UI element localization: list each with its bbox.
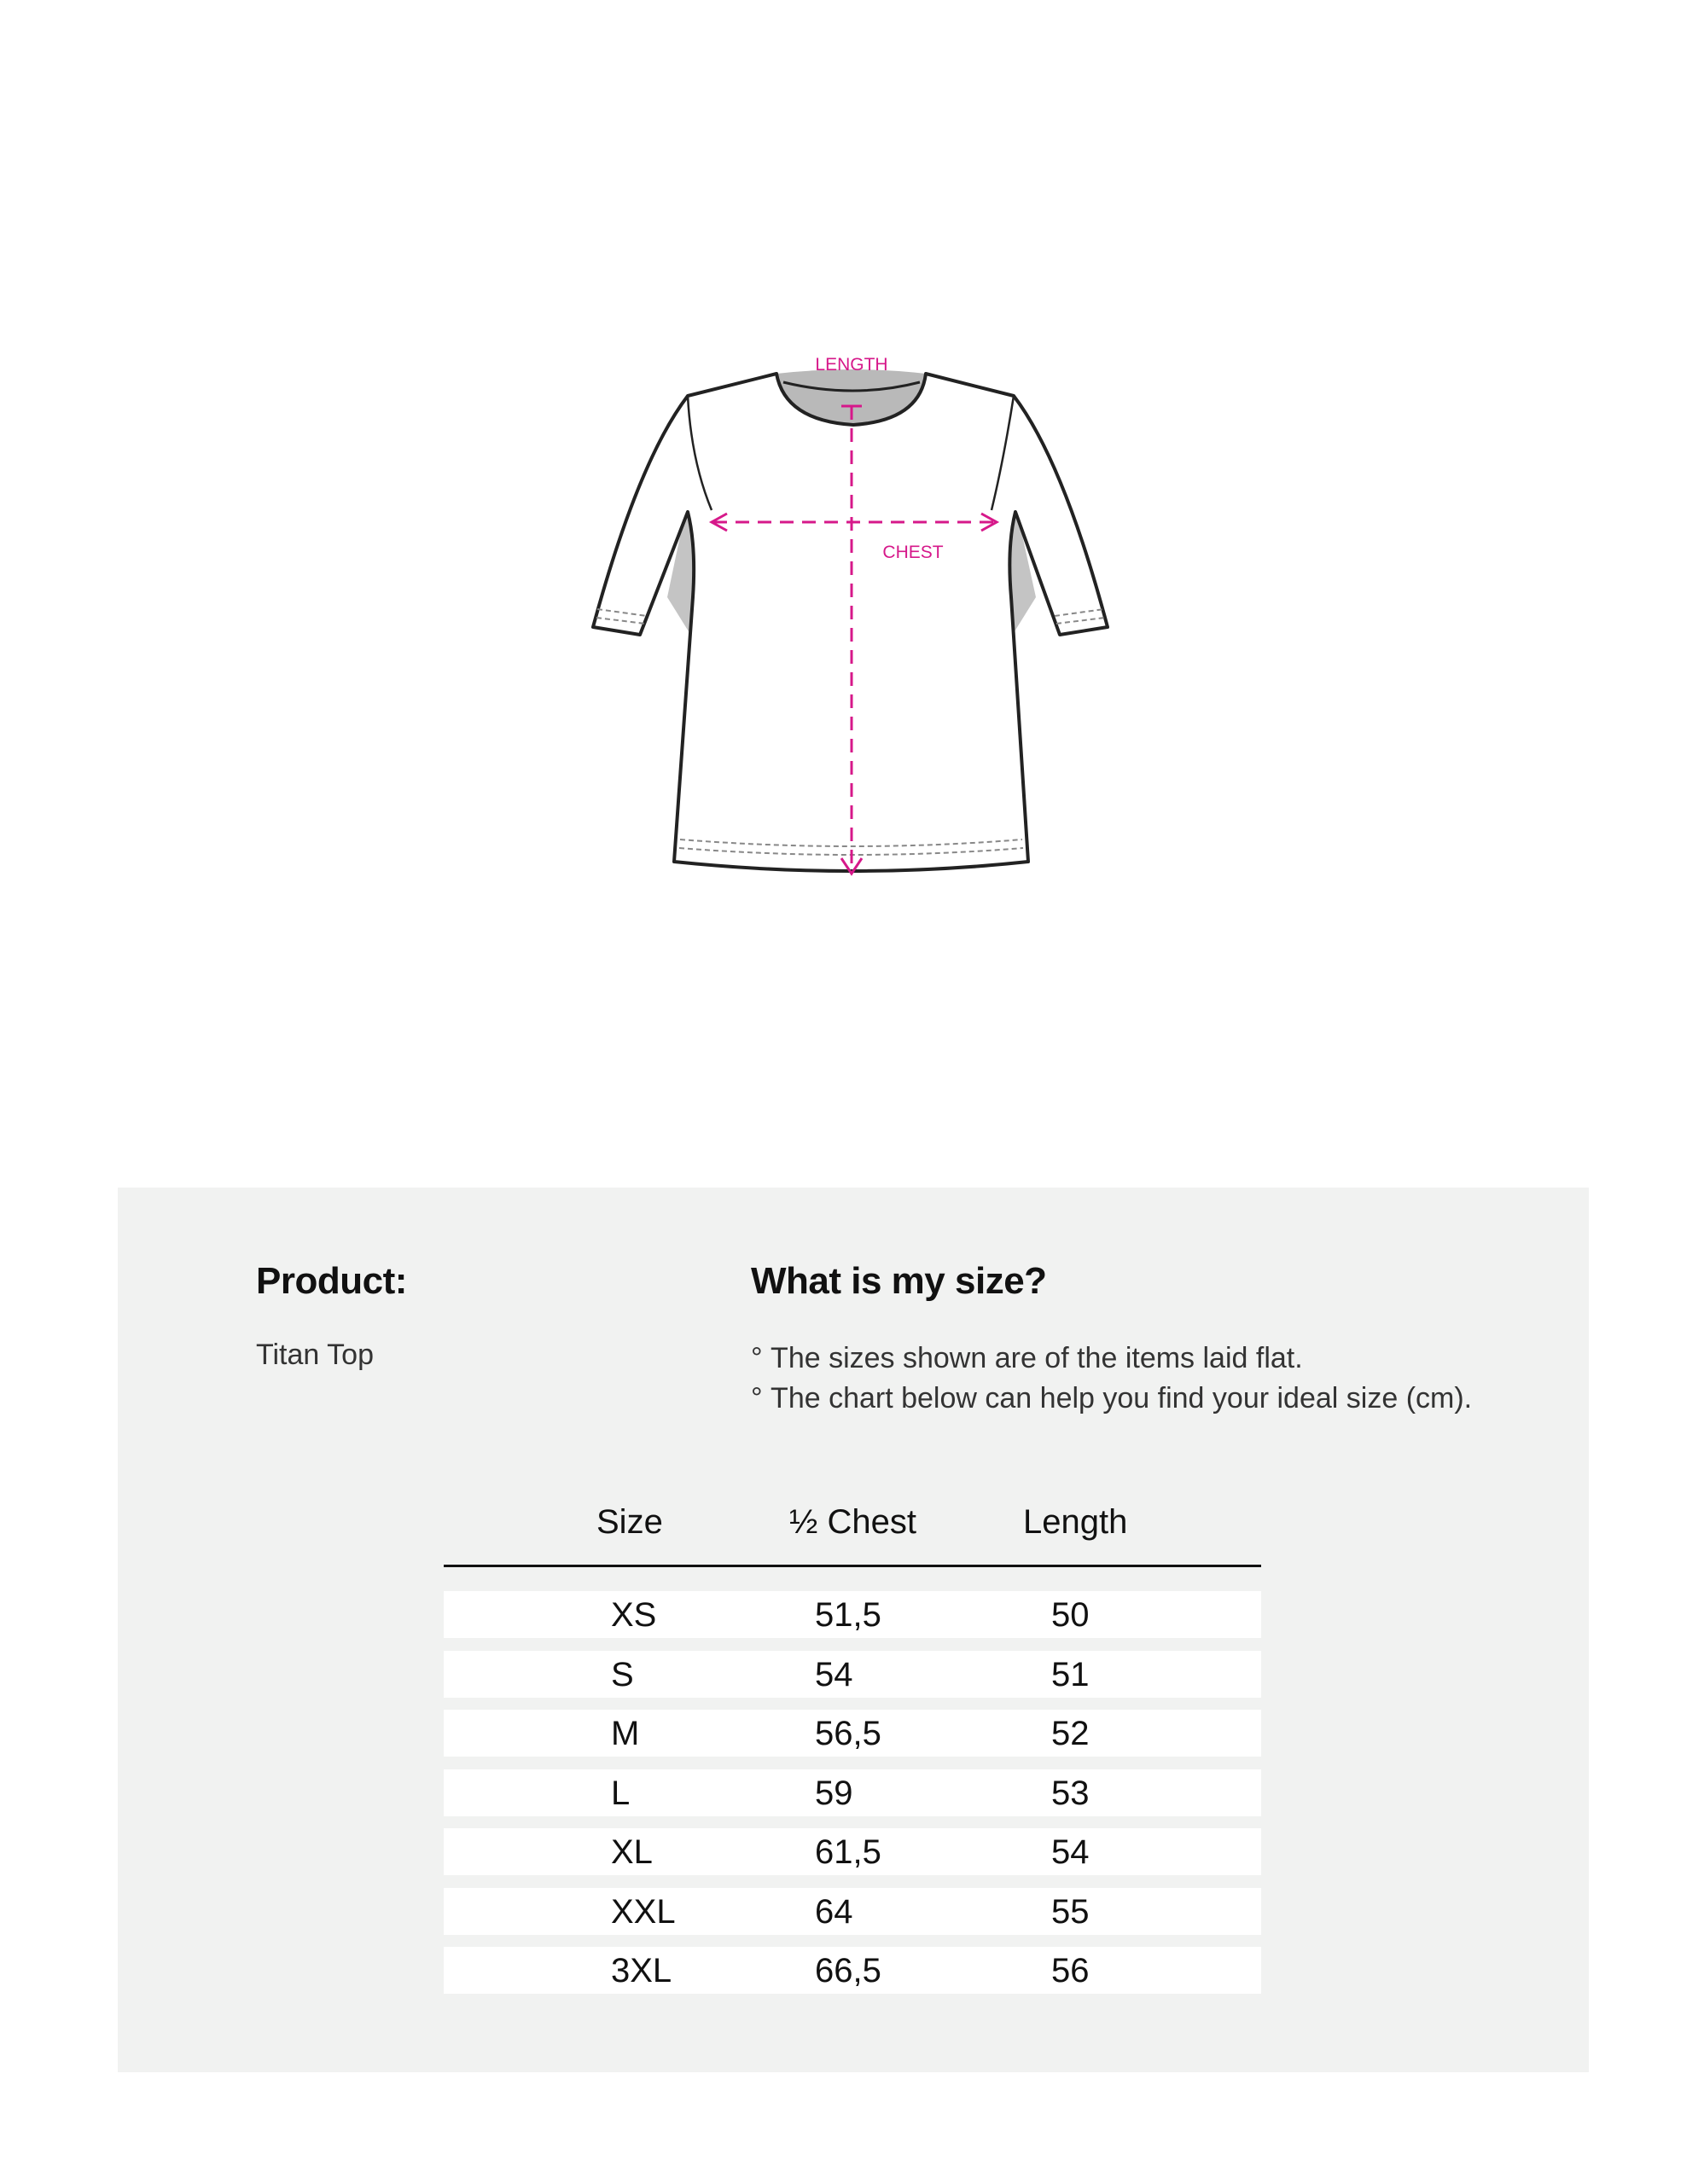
- size-note: ° The sizes shown are of the items laid flat.: [751, 1339, 1472, 1379]
- cell-half-chest: 56,5: [815, 1715, 881, 1752]
- table-header: [444, 1503, 1261, 1567]
- table-row: [444, 1828, 1261, 1875]
- cell-size: XL: [611, 1833, 653, 1871]
- cell-half-chest: 51,5: [815, 1596, 881, 1634]
- header-size: Size: [596, 1503, 663, 1541]
- cell-size: 3XL: [611, 1952, 672, 1989]
- cell-size: M: [611, 1715, 640, 1752]
- cell-length: 55: [1051, 1892, 1090, 1931]
- cell-length: 56: [1051, 1952, 1090, 1989]
- length-label: LENGTH: [815, 355, 888, 375]
- size-help-heading: What is my size?: [751, 1260, 1047, 1302]
- size-note: ° The chart below can help you find your ideal size (cm).: [751, 1379, 1472, 1419]
- table-row: [444, 1888, 1261, 1935]
- cell-length: 51: [1051, 1655, 1090, 1693]
- chest-label: CHEST: [882, 543, 944, 562]
- table-body: [444, 1591, 1261, 1994]
- table-row: [444, 1591, 1261, 1638]
- size-guide-panel: [118, 1188, 1589, 2072]
- cell-size: XXL: [611, 1892, 676, 1931]
- product-name: Titan Top: [256, 1339, 374, 1371]
- cell-length: 54: [1051, 1833, 1090, 1871]
- cell-length: 52: [1051, 1715, 1090, 1752]
- table-row: [444, 1710, 1261, 1757]
- cell-size: L: [611, 1774, 631, 1812]
- cell-size: XS: [611, 1596, 657, 1634]
- cell-half-chest: 64: [815, 1892, 853, 1931]
- table-row: [444, 1947, 1261, 1994]
- table-row: [444, 1651, 1261, 1698]
- table-row: [444, 1769, 1261, 1816]
- cell-length: 53: [1051, 1774, 1090, 1812]
- size-notes: [751, 1339, 1472, 1419]
- cell-size: S: [611, 1655, 634, 1693]
- cell-length: 50: [1051, 1596, 1090, 1634]
- cell-half-chest: 66,5: [815, 1952, 881, 1989]
- header-half-chest: ½ Chest: [789, 1503, 916, 1541]
- product-heading: Product:: [256, 1260, 407, 1302]
- cell-half-chest: 54: [815, 1655, 853, 1693]
- cell-half-chest: 61,5: [815, 1833, 881, 1871]
- cell-half-chest: 59: [815, 1774, 853, 1812]
- header-length: Length: [1023, 1503, 1128, 1541]
- size-chart-table: [444, 1503, 1261, 2007]
